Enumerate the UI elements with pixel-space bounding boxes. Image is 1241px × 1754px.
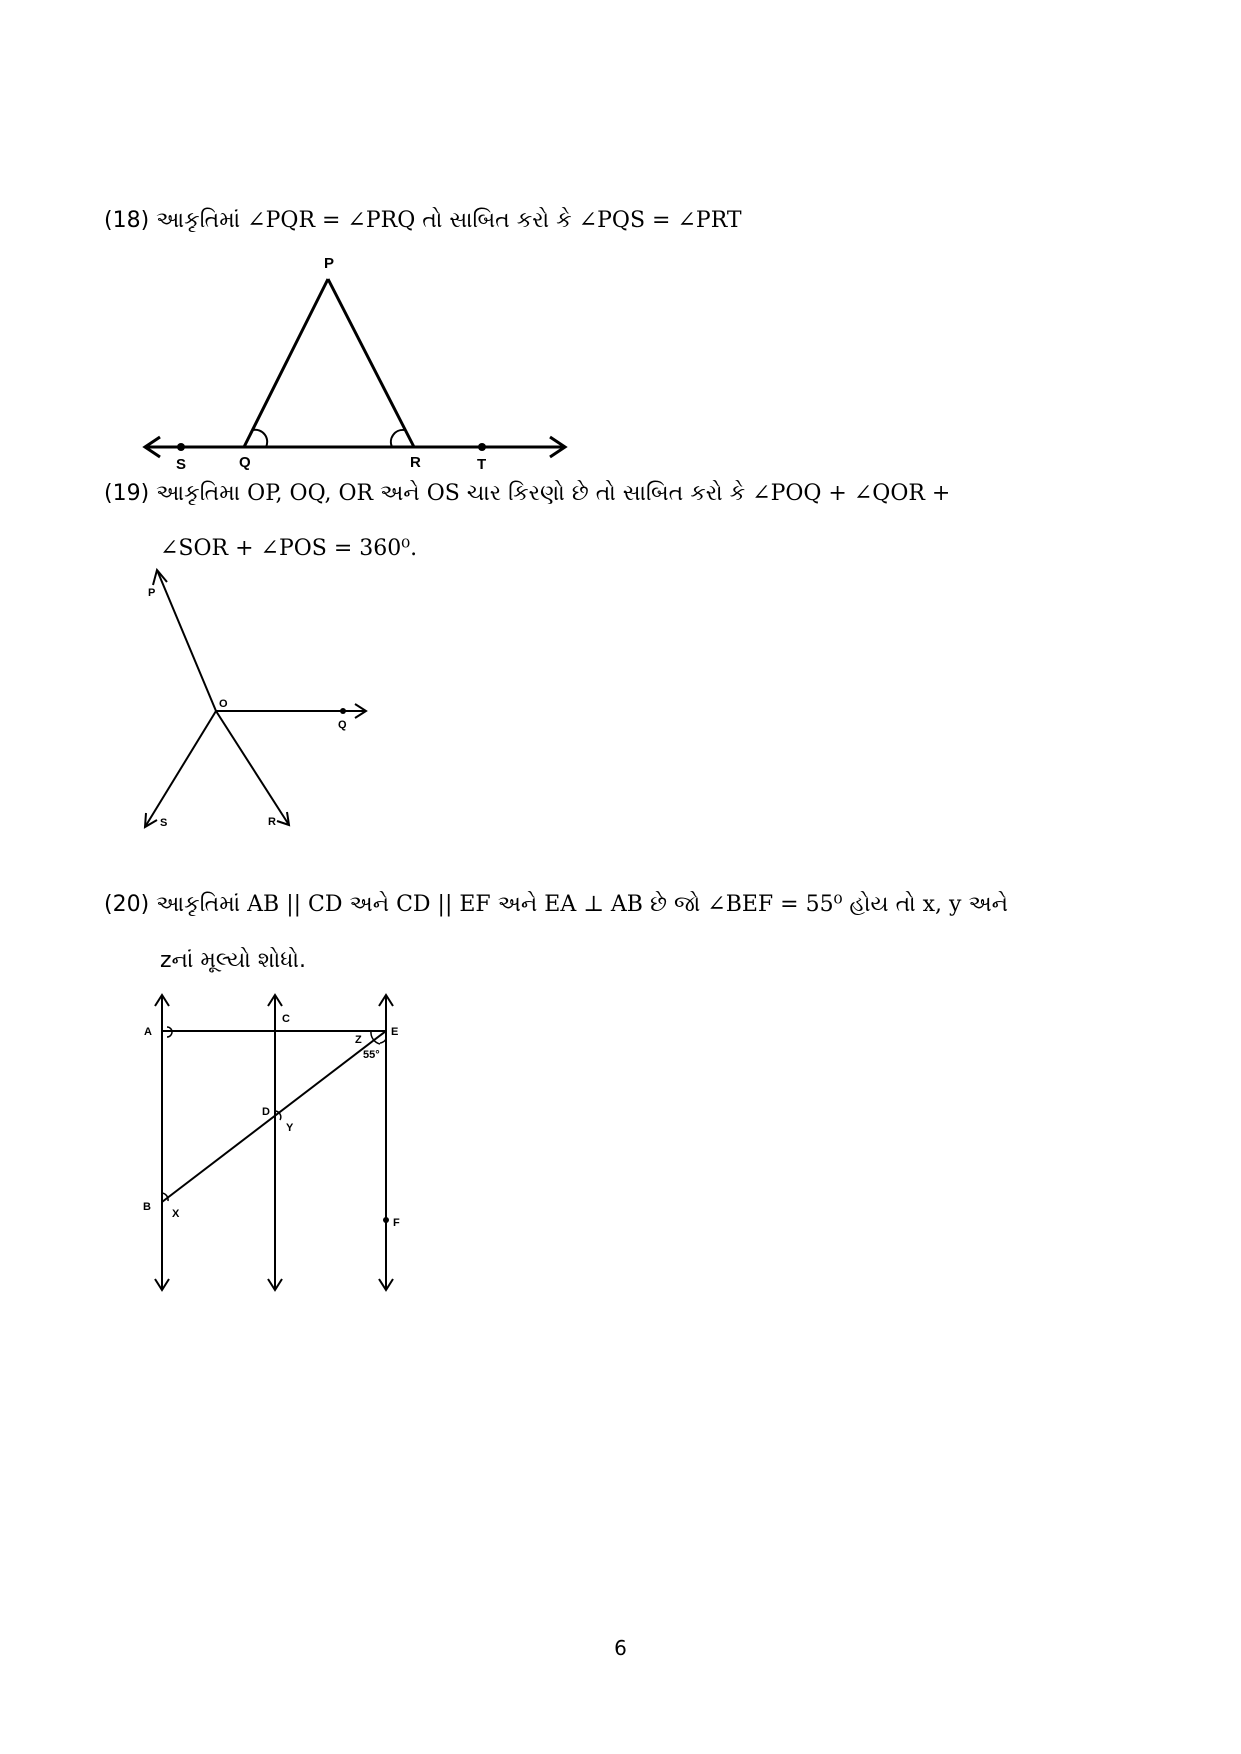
label-d: D [262, 1106, 270, 1118]
figure-19-rays [145, 570, 366, 827]
label-angle-55: 55° [363, 1049, 380, 1061]
question-prefix: આકૃતિમા [156, 481, 241, 506]
side-qp [244, 279, 328, 447]
label-z: Z [355, 1034, 362, 1046]
label-r: R [410, 454, 421, 471]
question-text: OP, OQ, OR અને OS ચાર કિરણો છે તો સાબિત કરો કે ∠POQ + ∠QOR + [247, 481, 951, 506]
label-r: R [268, 816, 276, 828]
question-number: (18) [104, 208, 150, 233]
label-p: P [148, 587, 156, 599]
label-q: Q [338, 719, 347, 731]
label-p: P [324, 255, 335, 272]
question-19 [104, 481, 950, 507]
question-20 [104, 892, 1008, 918]
question-number: (19) [104, 481, 150, 506]
ray-os [145, 711, 216, 827]
figure-18-triangle [145, 279, 565, 457]
label-t: T [477, 456, 487, 473]
ray-op [157, 570, 216, 711]
question-19-continuation: ∠SOR + ∠POS = 360⁰. [160, 536, 418, 561]
point-q [340, 708, 346, 714]
label-s: S [176, 456, 187, 473]
label-c: C [282, 1013, 290, 1025]
ray-or [216, 711, 289, 825]
point-t [478, 443, 486, 451]
label-x: X [172, 1208, 180, 1220]
question-number: (20) [104, 892, 150, 917]
point-s [177, 443, 185, 451]
angle-arc-q [253, 430, 267, 447]
label-e: E [391, 1026, 399, 1038]
angle-arc-r [391, 430, 404, 447]
question-prefix: આકૃતિમાં [156, 208, 241, 233]
label-q: Q [239, 454, 251, 471]
side-pr [328, 279, 414, 447]
label-f: F [393, 1217, 400, 1229]
label-y: Y [286, 1122, 294, 1134]
arrow-s-icon [145, 813, 157, 827]
label-a: A [144, 1026, 152, 1038]
question-text: ∠PQR = ∠PRQ તો સાબિત કરો કે ∠PQS = ∠PRT [247, 208, 742, 233]
page-number: 6 [614, 1636, 627, 1660]
label-o: O [219, 698, 228, 710]
label-s: S [160, 817, 168, 829]
question-text: AB || CD અને CD || EF અને EA ⊥ AB છે જો ∠BEF = 55⁰ હોય તો x, y અને [247, 892, 1009, 917]
question-20-continuation: zનાં મૂલ્યો શોધો. [160, 948, 306, 973]
label-b: B [143, 1201, 151, 1213]
point-f [383, 1217, 389, 1223]
question-prefix: આકૃતિમાં [156, 892, 241, 917]
